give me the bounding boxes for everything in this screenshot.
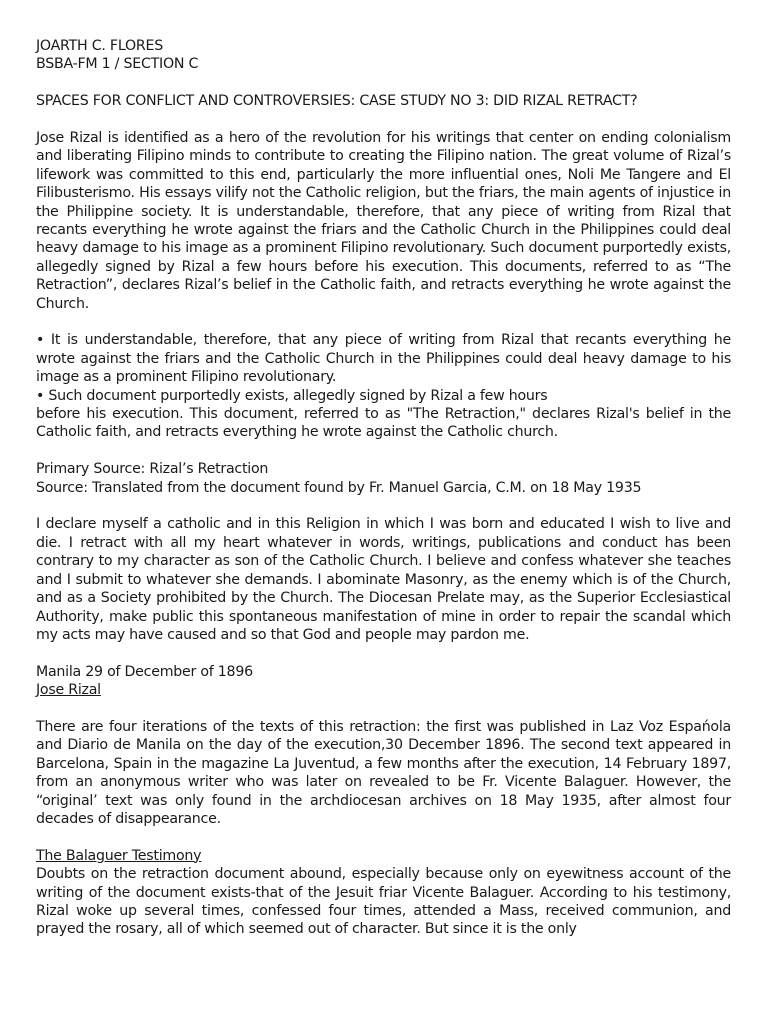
document-page: [36, 37, 731, 939]
document-title: SPACES FOR CONFLICT AND CONTROVERSIES: CASE STUDY NO 3: DID RIZAL RETRACT?: [36, 93, 638, 110]
bullet-item-second-start: • Such document purportedly exists, allegedly signed by Rizal a few hours: [36, 387, 548, 404]
primary-source-heading: Primary Source: Rizal’s Retraction: [36, 461, 269, 478]
signature-name: Jose Rizal: [36, 682, 101, 699]
blank-line: [36, 644, 731, 662]
bullet-item-second-rest: before his execution. This document, referred to as "The Retraction," declares Rizal's belief in the Catholic faith, and retracts everything he wrote against the Catholic church.: [36, 406, 731, 441]
signature-date: Manila 29 of December of 1896: [36, 663, 253, 680]
blank-line: [36, 313, 731, 331]
balaguer-paragraph: Doubts on the retraction document abound, especially because only on eyewitness account of the writing of the document exists-that of the Jesuit friar Vicente Balaguer. According to his testimony, Rizal woke up several times, confessed four times, attended a Mass, received communion, and prayed the rosary, all of which seemed out of character. But since it is the only: [36, 866, 731, 938]
course-section: BSBA-FM 1 / SECTION C: [36, 56, 199, 73]
blank-line: [36, 442, 731, 460]
blank-line: [36, 828, 731, 846]
intro-paragraph: Jose Rizal is identified as a hero of the revolution for his writings that center on ending colonialism and liberating Filipino minds to contribute to creating the Filipino nation. The great volume of Rizal’s lifework was committed to this end, particularly the more influential ones, Noli Me Tangere and El Filibusterismo. His essays vilify not the Catholic religion, but the friars, the main agents of injustice in the Philippine society. It is understandable, therefore, that any piece of writing from Rizal that recants everything he wrote against the friars and the Catholic Church in the Philippines could deal heavy damage to his image as a prominent Filipino revolutionary. Such document purportedly exists, allegedly signed by Rizal a few hours before his execution. This documents, referred to as “The Retraction”, declares Rizal’s belief in the Catholic faith, and retracts everything he wrote against the Church.: [36, 130, 731, 312]
blank-line: [36, 111, 731, 129]
blank-line: [36, 497, 731, 515]
balaguer-heading: The Balaguer Testimony: [36, 847, 202, 864]
bullet-item-first: • It is understandable, therefore, that any piece of writing from Rizal that recants everything he wrote against the friars and the Catholic Church in the Philippines could deal heavy damage to his image as a prominent Filipino revolutionary.: [36, 332, 731, 386]
blank-line: [36, 700, 731, 718]
retraction-text: I declare myself a catholic and in this Religion in which I was born and educated I wish to live and die. I retract with all my heart whatever in words, writings, publications and conduct has been contrary to my character as son of the Catholic Church. I believe and confess whatever she teaches and I submit to whatever she demands. I abominate Masonry, as the enemy which is of the Church, and as a Society prohibited by the Church. The Diocesan Prelate may, as the Superior Ecclesiastical Authority, make public this spontaneous manifestation of mine in order to repair the scandal which my acts may have caused and so that God and people may pardon me.: [36, 516, 731, 643]
blank-line: [36, 74, 731, 92]
author-name: JOARTH C. FLORES: [36, 38, 163, 54]
iterations-paragraph: There are four iterations of the texts of this retraction: the first was published in Laz Voz Espańola and Diario de Manila on the day of the execution,30 December 1896. The second text appeared in Barcelona, Spain in the magazine La Juventud, a few months after the execution, 14 February 1897, from an anonymous writer who was later on revealed to be Fr. Vicente Balaguer. However, the “original’ text was only found in the archdiocesan archives on 18 May 1935, after almost four decades of disappearance.: [36, 718, 731, 827]
primary-source-citation: Source: Translated from the document found by Fr. Manuel Garcia, C.M. on 18 May 1935: [36, 479, 642, 496]
